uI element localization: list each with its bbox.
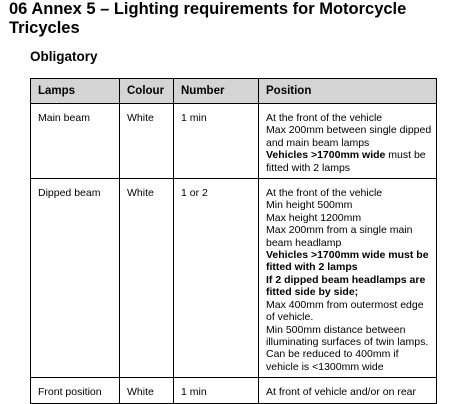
column-header-position: Position	[259, 79, 437, 104]
table-row	[31, 179, 437, 378]
colour-cell: White	[120, 378, 174, 403]
section-heading: Obligatory	[30, 49, 98, 64]
number-cell: 1 min	[174, 104, 259, 179]
position-line-emphasis: Vehicles >1700mm wide must be fitted with 2 lamps	[266, 249, 429, 274]
position-cell	[259, 179, 437, 378]
position-line-emphasis: If 2 dipped beam headlamps are fitted side by side;	[266, 273, 426, 299]
position-emphasis: Vehicles >1700mm wide	[266, 149, 386, 162]
position-line: Max height 1200mm	[266, 211, 362, 224]
column-header-number: Number	[174, 79, 259, 104]
table-row	[31, 378, 437, 403]
position-line: Max 200mm from a single main beam headlamp	[266, 224, 413, 249]
table-header-row	[31, 79, 437, 104]
table-row	[31, 104, 437, 179]
position-line: Min height 500mm	[266, 199, 353, 212]
colour-cell: White	[120, 179, 174, 378]
position-line: Can be reduced to 400mm if vehicle is <1300mm wide	[266, 348, 399, 373]
position-line: At the front of the vehicle	[266, 187, 383, 200]
number-cell: 1 or 2	[174, 179, 259, 378]
position-cell	[259, 104, 437, 179]
position-line: At the front of the vehicle	[266, 112, 383, 124]
position-line: At front of vehicle and/or on rear	[266, 386, 416, 399]
column-header-lamps: Lamps	[31, 79, 120, 104]
page-heading: 06 Annex 5 – Lighting requirements for Motorcycle Tricycles	[9, 0, 407, 37]
position-cell	[259, 378, 437, 403]
colour-cell: White	[120, 104, 174, 179]
position-line: Min 500mm distance between illuminating surfaces of twin lamps.	[266, 323, 429, 348]
number-cell: 1 min	[174, 378, 259, 403]
lamp-cell: Main beam	[31, 104, 120, 179]
position-text: must be fitted with 2 lamps	[266, 149, 426, 174]
lamp-cell: Dipped beam	[31, 179, 120, 378]
position-line	[266, 149, 433, 174]
position-line: Max 200mm between single dipped and main beam lamps	[266, 124, 432, 149]
lamp-cell: Front position	[31, 378, 120, 403]
lighting-requirements-table	[30, 78, 437, 404]
column-header-colour: Colour	[120, 79, 174, 104]
position-line: Max 400mm from outermost edge of vehicle.	[266, 298, 424, 324]
